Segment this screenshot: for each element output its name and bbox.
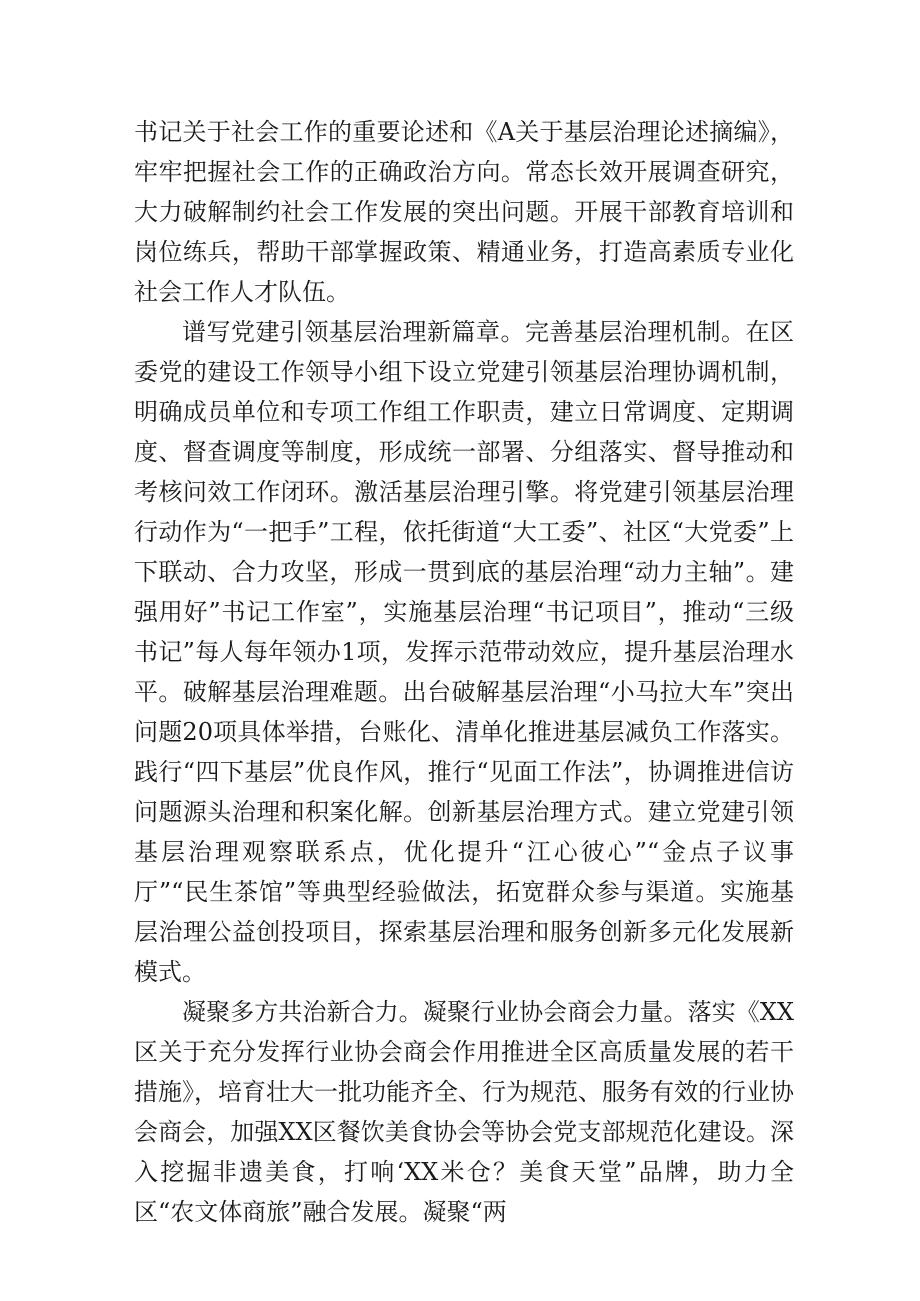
paragraph-1: 书记关于社会工作的重要论述和《A关于基层治理论述摘编》，牢牢把握社会工作的正确政治方向。常态长效开展调查研究，大力破解制约社会工作发展的突出问题。开展干部教育培训和岗位练兵，帮助干部掌握政策、精通业务，打造高素质专业化社会工作人才队伍。 — [134, 118, 794, 306]
document-body — [134, 112, 794, 1232]
paragraph-2: 谱写党建引领基层治理新篇章。完善基层治理机制。在区委党的建设工作领导小组下设立党建引领基层治理协调机制，明确成员单位和专项工作组工作职责，建立日常调度、定期调度、督查调度等制度，形成统一部署、分组落实、督导推动和考核问效工作闭环。激活基层治理引擎。将党建引领基层治理行动作为“一把手”工程，依托街道“大工委”、社区“大党委”上下联动、合力攻坚，形成一贯到底的基层治理“动力主轴”。建强用好”书记工作室”，实施基层治理“书记项目”，推动“三级书记”每人每年领办1项，发挥示范带动效应，提升基层治理水平。破解基层治理难题。出台破解基层治理“小马拉大车”突出问题20项具体举措，台账化、清单化推进基层减负工作落实。践行“四下基层”优良作风，推行“见面工作法”，协调推进信访问题源头治理和积案化解。创新基层治理方式。建立党建引领基层治理观察联系点，优化提升“江心彼心”“金点子议事厅”“民生茶馆”等典型经验做法，拓宽群众参与渠道。实施基层治理公益创投项目，探索基层治理和服务创新多元化发展新模式。 — [134, 318, 794, 986]
paragraph-3: 凝聚多方共治新合力。凝聚行业协会商会力量。落实《XX区关于充分发挥行业协会商会作用推进全区高质量发展的若干措施》，培育壮大一批功能齐全、行为规范、服务有效的行业协会商会，加强XX区餐饮美食协会等协会党支部规范化建设。深入挖掘非遗美食，打响‘XX米仓？美食天堂”品牌，助力全区“农文体商旅”融合发展。凝聚“两 — [134, 998, 794, 1226]
